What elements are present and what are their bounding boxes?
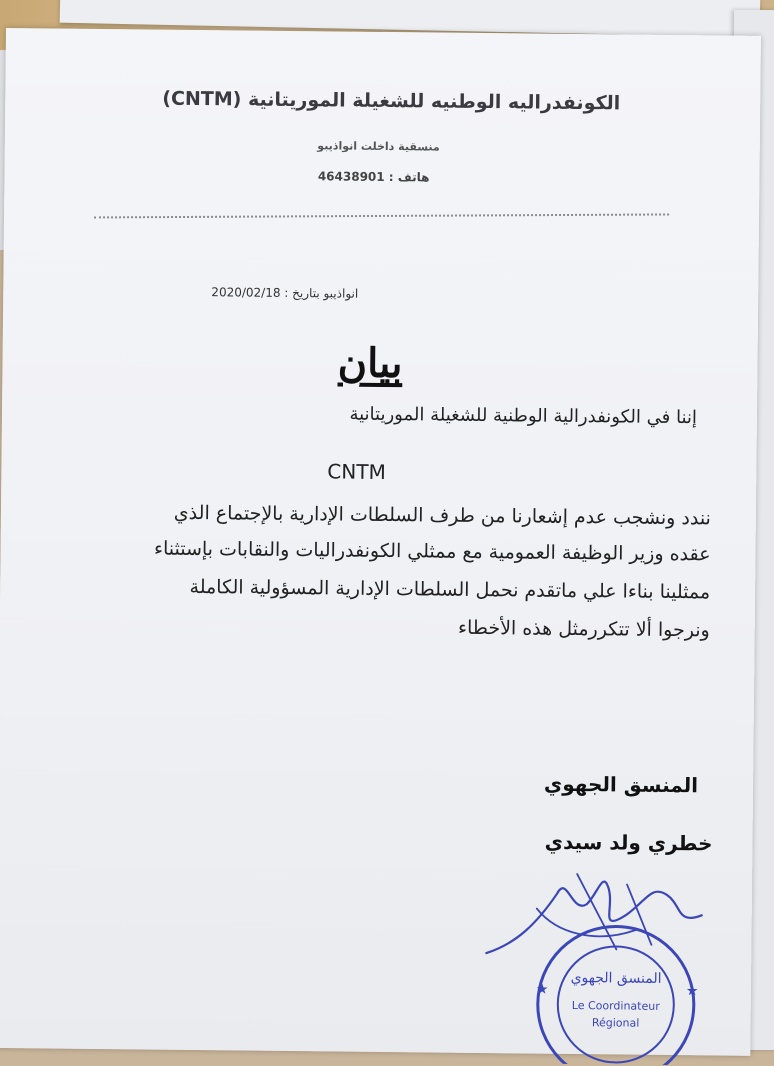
document-page	[0, 28, 761, 1056]
handwritten-signature	[486, 880, 702, 955]
body-line-3: ممثلينا بناءا علي ماتقدم نحمل السلطات الإدارية المسؤولية الكاملة	[189, 575, 711, 604]
body-line-1: نندد ونشجب عدم إشعارنا من طرف السلطات الإدارية بالإجتماع الذي	[173, 501, 712, 530]
stamp-french-line-1: Le Coordinateur	[571, 998, 660, 1013]
date-label: انواذيبو بتاريخ :	[284, 285, 359, 301]
stamp-star-icon: ★	[535, 981, 549, 998]
statement-title: بيان	[337, 339, 403, 388]
organization-subtitle: منسقية داخلت انواذيبو	[317, 139, 440, 154]
header-divider	[94, 213, 669, 218]
stamp-circle	[535, 926, 699, 1066]
acronym-line: CNTM	[327, 459, 386, 485]
svg-text:★: ★	[685, 983, 699, 1000]
stamp-french-line-2: Régional	[591, 1016, 640, 1030]
phone-label: هاتف :	[388, 170, 430, 185]
date-value: 2020/02/18	[211, 285, 281, 300]
signatory-name: خطري ولد سيدي	[544, 829, 713, 856]
body-line-2: عقده وزير الوظيفة العمومية مع ممثلي الكونفدراليات والنقابات بإستثناء	[153, 537, 711, 566]
signatory-role: المنسق الجهوي	[543, 771, 699, 798]
official-stamp	[475, 853, 727, 1066]
stamp-arabic-text: المنسق الجهوي	[570, 969, 662, 987]
phone-number: 46438901	[317, 169, 385, 184]
organization-title: الكونفدراليه الوطنيه للشغيلة الموريتانية (CNTM)	[162, 87, 621, 115]
intro-line: إننا في الكونفدرالية الوطنية للشغيلة الموريتانية	[349, 403, 698, 429]
body-line-4: ونرجوا ألا تتكررمثل هذه الأخطاء	[457, 616, 710, 642]
phone-line	[318, 169, 430, 184]
date-line	[211, 285, 358, 301]
